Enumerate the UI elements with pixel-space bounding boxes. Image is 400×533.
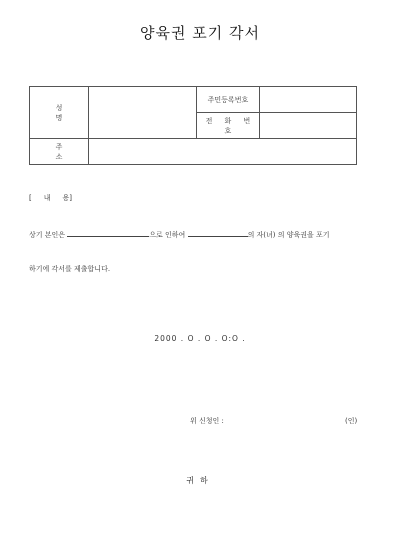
statement-line-2: 하기에 각서를 제출합니다. [29,265,111,273]
phone-label: 전 화 번 호 [196,113,260,139]
address-field[interactable] [88,139,356,165]
date-line: 2000 . O . O . O:O . [154,334,246,343]
statement-suffix: 의 자(녀) 의 양육권을 포기 [247,231,330,239]
name-field[interactable] [88,87,196,139]
table-row [30,87,357,113]
address-label: 주 소 [30,139,89,165]
seal-mark: (인) [345,417,358,425]
table-row [30,139,357,165]
statement-mid: 으로 인하여 [149,231,186,239]
reason-blank[interactable] [67,229,149,237]
phone-field[interactable] [260,113,357,139]
child-name-blank[interactable] [188,229,248,237]
statement-line-1 [29,229,330,240]
document-title: 양육권 포기 각서 [140,24,260,42]
section-heading-close: 용] [62,194,72,202]
statement-prefix: 상기 본인은 [29,231,66,239]
section-heading [29,193,72,203]
name-label: 성 명 [30,87,89,139]
id-number-label: 주민등록번호 [196,87,260,113]
addressee: 귀하 [186,476,214,485]
id-number-field[interactable] [260,87,357,113]
section-heading-open: [내 [29,194,63,202]
applicant-info-table [29,86,357,165]
applicant-signature-label: 위 신청인 : [190,417,224,425]
